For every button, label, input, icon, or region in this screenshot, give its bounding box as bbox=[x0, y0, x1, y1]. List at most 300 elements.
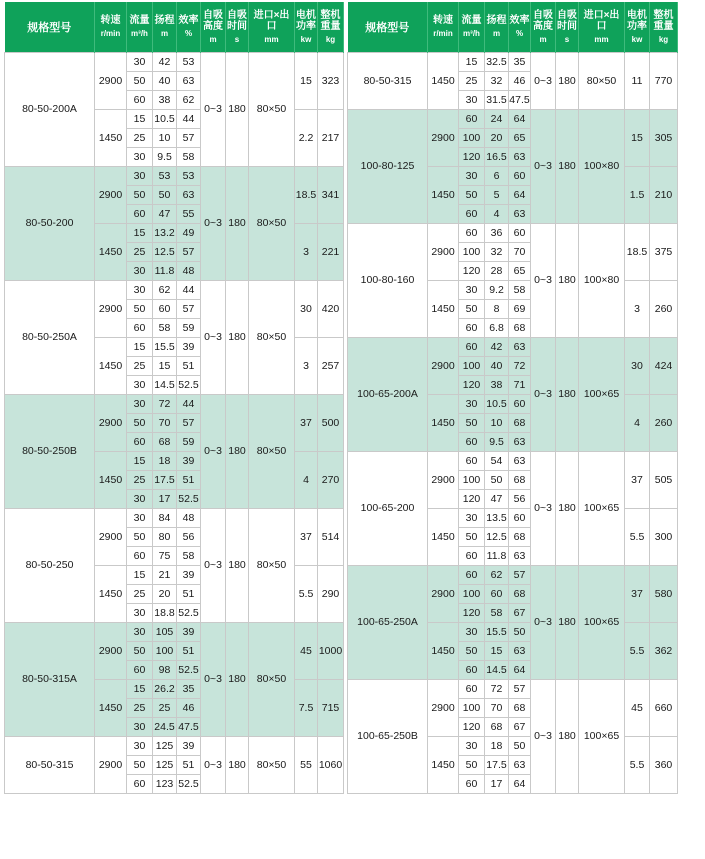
head-cell: 70 bbox=[485, 699, 509, 718]
motor-power-cell: 3 bbox=[295, 224, 318, 281]
head-cell: 42 bbox=[485, 338, 509, 357]
model-cell: 100-65-250B bbox=[348, 680, 428, 794]
flow-cell: 50 bbox=[127, 528, 153, 547]
port-size-cell: 80×50 bbox=[579, 53, 625, 110]
port-size-cell: 100×65 bbox=[579, 680, 625, 794]
model-cell: 100-65-200 bbox=[348, 452, 428, 566]
head-cell: 84 bbox=[153, 509, 177, 528]
efficiency-cell: 58 bbox=[509, 281, 531, 300]
flow-cell: 60 bbox=[459, 661, 485, 680]
model-cell: 80-50-315 bbox=[5, 737, 95, 794]
header-port-size: 进口×出口 mm bbox=[249, 2, 295, 53]
head-cell: 15.5 bbox=[153, 338, 177, 357]
flow-cell: 25 bbox=[127, 129, 153, 148]
motor-power-cell: 18.5 bbox=[625, 224, 650, 281]
weight-cell: 362 bbox=[650, 623, 678, 680]
head-cell: 8 bbox=[485, 300, 509, 319]
efficiency-cell: 63 bbox=[509, 433, 531, 452]
table-row bbox=[5, 53, 344, 72]
motor-power-cell: 55 bbox=[295, 737, 318, 794]
efficiency-cell: 68 bbox=[509, 319, 531, 338]
efficiency-cell: 52.5 bbox=[177, 604, 201, 623]
table-row bbox=[348, 452, 678, 471]
efficiency-cell: 52.5 bbox=[177, 376, 201, 395]
head-cell: 21 bbox=[153, 566, 177, 585]
flow-cell: 60 bbox=[459, 452, 485, 471]
flow-cell: 120 bbox=[459, 262, 485, 281]
head-cell: 47 bbox=[153, 205, 177, 224]
weight-cell: 1000 bbox=[318, 623, 344, 680]
efficiency-cell: 39 bbox=[177, 737, 201, 756]
header-suction-time: 自吸时间 s bbox=[226, 2, 249, 53]
head-cell: 62 bbox=[485, 566, 509, 585]
header-row bbox=[348, 2, 678, 53]
speed-cell: 1450 bbox=[428, 53, 459, 110]
flow-cell: 60 bbox=[459, 319, 485, 338]
suction-height-cell: 0~3 bbox=[201, 509, 226, 623]
flow-cell: 30 bbox=[127, 509, 153, 528]
header-model: 规格型号 bbox=[5, 2, 95, 53]
head-cell: 125 bbox=[153, 737, 177, 756]
head-cell: 6 bbox=[485, 167, 509, 186]
header-motor-power: 电机功率 kw bbox=[295, 2, 318, 53]
header-speed: 转速 r/min bbox=[95, 2, 127, 53]
left-spec-table-panel bbox=[4, 2, 343, 794]
speed-cell: 1450 bbox=[428, 623, 459, 680]
efficiency-cell: 46 bbox=[177, 699, 201, 718]
head-cell: 26.2 bbox=[153, 680, 177, 699]
efficiency-cell: 59 bbox=[177, 319, 201, 338]
suction-time-cell: 180 bbox=[556, 53, 579, 110]
efficiency-cell: 50 bbox=[509, 623, 531, 642]
head-cell: 38 bbox=[153, 91, 177, 110]
speed-cell: 1450 bbox=[428, 281, 459, 338]
model-cell: 100-80-125 bbox=[348, 110, 428, 224]
motor-power-cell: 15 bbox=[295, 53, 318, 110]
efficiency-cell: 47.5 bbox=[509, 91, 531, 110]
head-cell: 6.8 bbox=[485, 319, 509, 338]
flow-cell: 30 bbox=[127, 262, 153, 281]
model-cell: 80-50-250 bbox=[5, 509, 95, 623]
weight-cell: 210 bbox=[650, 167, 678, 224]
motor-power-cell: 4 bbox=[625, 395, 650, 452]
head-cell: 58 bbox=[153, 319, 177, 338]
head-cell: 5 bbox=[485, 186, 509, 205]
port-size-cell: 80×50 bbox=[249, 281, 295, 395]
head-cell: 38 bbox=[485, 376, 509, 395]
head-cell: 15 bbox=[485, 642, 509, 661]
suction-height-cell: 0~3 bbox=[201, 395, 226, 509]
efficiency-cell: 52.5 bbox=[177, 661, 201, 680]
efficiency-cell: 53 bbox=[177, 53, 201, 72]
speed-cell: 2900 bbox=[428, 452, 459, 509]
weight-cell: 257 bbox=[318, 338, 344, 395]
efficiency-cell: 68 bbox=[509, 414, 531, 433]
head-cell: 28 bbox=[485, 262, 509, 281]
header-suction-height: 自吸高度 m bbox=[201, 2, 226, 53]
head-cell: 10 bbox=[485, 414, 509, 433]
head-cell: 12.5 bbox=[153, 243, 177, 262]
head-cell: 62 bbox=[153, 281, 177, 300]
motor-power-cell: 5.5 bbox=[295, 566, 318, 623]
flow-cell: 120 bbox=[459, 718, 485, 737]
flow-cell: 30 bbox=[459, 509, 485, 528]
weight-cell: 715 bbox=[318, 680, 344, 737]
speed-cell: 1450 bbox=[95, 680, 127, 737]
efficiency-cell: 44 bbox=[177, 110, 201, 129]
weight-cell: 505 bbox=[650, 452, 678, 509]
head-cell: 14.5 bbox=[485, 661, 509, 680]
suction-time-cell: 180 bbox=[226, 623, 249, 737]
header-row bbox=[5, 2, 344, 53]
efficiency-cell: 47.5 bbox=[177, 718, 201, 737]
table-row bbox=[5, 167, 344, 186]
flow-cell: 100 bbox=[459, 129, 485, 148]
flow-cell: 30 bbox=[127, 376, 153, 395]
suction-height-cell: 0~3 bbox=[531, 53, 556, 110]
motor-power-cell: 18.5 bbox=[295, 167, 318, 224]
efficiency-cell: 48 bbox=[177, 509, 201, 528]
model-cell: 80-50-250A bbox=[5, 281, 95, 395]
flow-cell: 30 bbox=[127, 718, 153, 737]
port-size-cell: 80×50 bbox=[249, 167, 295, 281]
suction-height-cell: 0~3 bbox=[531, 338, 556, 452]
efficiency-cell: 53 bbox=[177, 167, 201, 186]
flow-cell: 120 bbox=[459, 148, 485, 167]
flow-cell: 60 bbox=[127, 775, 153, 794]
flow-cell: 25 bbox=[459, 72, 485, 91]
head-cell: 72 bbox=[153, 395, 177, 414]
efficiency-cell: 39 bbox=[177, 452, 201, 471]
efficiency-cell: 63 bbox=[509, 148, 531, 167]
efficiency-cell: 56 bbox=[509, 490, 531, 509]
efficiency-cell: 44 bbox=[177, 281, 201, 300]
flow-cell: 30 bbox=[459, 281, 485, 300]
efficiency-cell: 59 bbox=[177, 433, 201, 452]
suction-height-cell: 0~3 bbox=[531, 566, 556, 680]
head-cell: 10 bbox=[153, 129, 177, 148]
weight-cell: 323 bbox=[318, 53, 344, 110]
speed-cell: 1450 bbox=[428, 509, 459, 566]
head-cell: 75 bbox=[153, 547, 177, 566]
efficiency-cell: 64 bbox=[509, 110, 531, 129]
table-row bbox=[5, 281, 344, 300]
efficiency-cell: 57 bbox=[509, 566, 531, 585]
speed-cell: 2900 bbox=[95, 509, 127, 566]
efficiency-cell: 67 bbox=[509, 718, 531, 737]
head-cell: 32.5 bbox=[485, 53, 509, 72]
model-cell: 80-50-200 bbox=[5, 167, 95, 281]
port-size-cell: 100×65 bbox=[579, 566, 625, 680]
flow-cell: 15 bbox=[127, 680, 153, 699]
header-efficiency: 效率 % bbox=[177, 2, 201, 53]
flow-cell: 50 bbox=[459, 642, 485, 661]
spec-table-left bbox=[4, 2, 344, 794]
table-row bbox=[348, 566, 678, 585]
head-cell: 25 bbox=[153, 699, 177, 718]
flow-cell: 50 bbox=[127, 642, 153, 661]
table-row bbox=[348, 680, 678, 699]
model-cell: 80-50-315 bbox=[348, 53, 428, 110]
weight-cell: 300 bbox=[650, 509, 678, 566]
flow-cell: 60 bbox=[459, 680, 485, 699]
suction-height-cell: 0~3 bbox=[531, 452, 556, 566]
header-weight: 整机重量 kg bbox=[318, 2, 344, 53]
weight-cell: 260 bbox=[650, 281, 678, 338]
head-cell: 100 bbox=[153, 642, 177, 661]
weight-cell: 514 bbox=[318, 509, 344, 566]
speed-cell: 1450 bbox=[95, 224, 127, 281]
flow-cell: 50 bbox=[459, 186, 485, 205]
efficiency-cell: 68 bbox=[509, 699, 531, 718]
model-cell: 80-50-250B bbox=[5, 395, 95, 509]
suction-time-cell: 180 bbox=[226, 509, 249, 623]
efficiency-cell: 52.5 bbox=[177, 490, 201, 509]
suction-height-cell: 0~3 bbox=[201, 167, 226, 281]
flow-cell: 60 bbox=[459, 547, 485, 566]
suction-height-cell: 0~3 bbox=[201, 623, 226, 737]
head-cell: 40 bbox=[153, 72, 177, 91]
flow-cell: 30 bbox=[459, 167, 485, 186]
efficiency-cell: 58 bbox=[177, 547, 201, 566]
motor-power-cell: 37 bbox=[625, 566, 650, 623]
speed-cell: 2900 bbox=[95, 53, 127, 110]
model-cell: 80-50-315A bbox=[5, 623, 95, 737]
flow-cell: 25 bbox=[127, 357, 153, 376]
flow-cell: 30 bbox=[127, 167, 153, 186]
efficiency-cell: 68 bbox=[509, 585, 531, 604]
weight-cell: 217 bbox=[318, 110, 344, 167]
weight-cell: 260 bbox=[650, 395, 678, 452]
efficiency-cell: 71 bbox=[509, 376, 531, 395]
efficiency-cell: 35 bbox=[177, 680, 201, 699]
head-cell: 17 bbox=[485, 775, 509, 794]
suction-time-cell: 180 bbox=[556, 452, 579, 566]
head-cell: 40 bbox=[485, 357, 509, 376]
head-cell: 24 bbox=[485, 110, 509, 129]
flow-cell: 15 bbox=[127, 566, 153, 585]
efficiency-cell: 63 bbox=[509, 205, 531, 224]
efficiency-cell: 44 bbox=[177, 395, 201, 414]
header-flow: 流量 m³/h bbox=[459, 2, 485, 53]
flow-cell: 30 bbox=[127, 148, 153, 167]
efficiency-cell: 52.5 bbox=[177, 775, 201, 794]
motor-power-cell: 4 bbox=[295, 452, 318, 509]
flow-cell: 50 bbox=[459, 756, 485, 775]
flow-cell: 30 bbox=[127, 395, 153, 414]
motor-power-cell: 11 bbox=[625, 53, 650, 110]
efficiency-cell: 63 bbox=[509, 547, 531, 566]
speed-cell: 2900 bbox=[428, 110, 459, 167]
efficiency-cell: 68 bbox=[509, 528, 531, 547]
table-row bbox=[348, 338, 678, 357]
table-row bbox=[5, 395, 344, 414]
efficiency-cell: 63 bbox=[509, 452, 531, 471]
speed-cell: 2900 bbox=[95, 737, 127, 794]
port-size-cell: 80×50 bbox=[249, 395, 295, 509]
speed-cell: 2900 bbox=[428, 224, 459, 281]
port-size-cell: 100×80 bbox=[579, 110, 625, 224]
head-cell: 13.2 bbox=[153, 224, 177, 243]
speed-cell: 2900 bbox=[95, 281, 127, 338]
suction-time-cell: 180 bbox=[226, 167, 249, 281]
efficiency-cell: 50 bbox=[509, 737, 531, 756]
head-cell: 4 bbox=[485, 205, 509, 224]
model-cell: 100-65-200A bbox=[348, 338, 428, 452]
flow-cell: 100 bbox=[459, 585, 485, 604]
speed-cell: 2900 bbox=[95, 623, 127, 680]
flow-cell: 100 bbox=[459, 243, 485, 262]
flow-cell: 120 bbox=[459, 490, 485, 509]
head-cell: 9.5 bbox=[153, 148, 177, 167]
efficiency-cell: 63 bbox=[509, 756, 531, 775]
flow-cell: 25 bbox=[127, 585, 153, 604]
head-cell: 9.5 bbox=[485, 433, 509, 452]
table-row bbox=[5, 623, 344, 642]
speed-cell: 2900 bbox=[428, 680, 459, 737]
flow-cell: 60 bbox=[127, 91, 153, 110]
flow-cell: 60 bbox=[459, 566, 485, 585]
efficiency-cell: 48 bbox=[177, 262, 201, 281]
flow-cell: 15 bbox=[459, 53, 485, 72]
head-cell: 18 bbox=[153, 452, 177, 471]
head-cell: 32 bbox=[485, 72, 509, 91]
efficiency-cell: 69 bbox=[509, 300, 531, 319]
header-suction-height: 自吸高度 m bbox=[531, 2, 556, 53]
flow-cell: 30 bbox=[127, 490, 153, 509]
weight-cell: 290 bbox=[318, 566, 344, 623]
motor-power-cell: 5.5 bbox=[625, 737, 650, 794]
head-cell: 98 bbox=[153, 661, 177, 680]
suction-time-cell: 180 bbox=[226, 737, 249, 794]
weight-cell: 580 bbox=[650, 566, 678, 623]
suction-time-cell: 180 bbox=[226, 53, 249, 167]
flow-cell: 25 bbox=[127, 471, 153, 490]
head-cell: 15.5 bbox=[485, 623, 509, 642]
flow-cell: 15 bbox=[127, 338, 153, 357]
head-cell: 53 bbox=[153, 167, 177, 186]
head-cell: 80 bbox=[153, 528, 177, 547]
head-cell: 18 bbox=[485, 737, 509, 756]
flow-cell: 120 bbox=[459, 604, 485, 623]
efficiency-cell: 46 bbox=[509, 72, 531, 91]
efficiency-cell: 39 bbox=[177, 338, 201, 357]
speed-cell: 1450 bbox=[95, 452, 127, 509]
port-size-cell: 100×80 bbox=[579, 224, 625, 338]
efficiency-cell: 57 bbox=[177, 414, 201, 433]
weight-cell: 660 bbox=[650, 680, 678, 737]
suction-height-cell: 0~3 bbox=[531, 110, 556, 224]
flow-cell: 60 bbox=[459, 205, 485, 224]
suction-height-cell: 0~3 bbox=[531, 680, 556, 794]
head-cell: 60 bbox=[485, 585, 509, 604]
weight-cell: 221 bbox=[318, 224, 344, 281]
header-flow: 流量 m³/h bbox=[127, 2, 153, 53]
flow-cell: 60 bbox=[459, 433, 485, 452]
motor-power-cell: 2.2 bbox=[295, 110, 318, 167]
flow-cell: 50 bbox=[127, 72, 153, 91]
head-cell: 125 bbox=[153, 756, 177, 775]
header-head: 扬程 m bbox=[485, 2, 509, 53]
table-row bbox=[348, 110, 678, 129]
speed-cell: 2900 bbox=[95, 395, 127, 452]
weight-cell: 341 bbox=[318, 167, 344, 224]
flow-cell: 60 bbox=[459, 110, 485, 129]
head-cell: 58 bbox=[485, 604, 509, 623]
efficiency-cell: 39 bbox=[177, 623, 201, 642]
head-cell: 31.5 bbox=[485, 91, 509, 110]
header-suction-time: 自吸时间 s bbox=[556, 2, 579, 53]
efficiency-cell: 51 bbox=[177, 756, 201, 775]
suction-height-cell: 0~3 bbox=[201, 737, 226, 794]
flow-cell: 50 bbox=[127, 756, 153, 775]
efficiency-cell: 72 bbox=[509, 357, 531, 376]
efficiency-cell: 57 bbox=[177, 129, 201, 148]
efficiency-cell: 63 bbox=[509, 642, 531, 661]
flow-cell: 120 bbox=[459, 376, 485, 395]
model-cell: 80-50-200A bbox=[5, 53, 95, 167]
flow-cell: 60 bbox=[459, 224, 485, 243]
head-cell: 15 bbox=[153, 357, 177, 376]
speed-cell: 1450 bbox=[95, 110, 127, 167]
head-cell: 10.5 bbox=[485, 395, 509, 414]
weight-cell: 500 bbox=[318, 395, 344, 452]
head-cell: 14.5 bbox=[153, 376, 177, 395]
suction-height-cell: 0~3 bbox=[531, 224, 556, 338]
head-cell: 11.8 bbox=[153, 262, 177, 281]
efficiency-cell: 64 bbox=[509, 775, 531, 794]
head-cell: 70 bbox=[153, 414, 177, 433]
head-cell: 47 bbox=[485, 490, 509, 509]
spec-table-right bbox=[347, 2, 678, 794]
weight-cell: 270 bbox=[318, 452, 344, 509]
efficiency-cell: 63 bbox=[177, 186, 201, 205]
efficiency-cell: 63 bbox=[177, 72, 201, 91]
efficiency-cell: 62 bbox=[177, 91, 201, 110]
motor-power-cell: 15 bbox=[625, 110, 650, 167]
weight-cell: 375 bbox=[650, 224, 678, 281]
flow-cell: 60 bbox=[127, 433, 153, 452]
flow-cell: 30 bbox=[459, 395, 485, 414]
head-cell: 50 bbox=[485, 471, 509, 490]
head-cell: 123 bbox=[153, 775, 177, 794]
weight-cell: 770 bbox=[650, 53, 678, 110]
head-cell: 54 bbox=[485, 452, 509, 471]
flow-cell: 50 bbox=[459, 414, 485, 433]
weight-cell: 360 bbox=[650, 737, 678, 794]
flow-cell: 25 bbox=[127, 699, 153, 718]
head-cell: 17 bbox=[153, 490, 177, 509]
motor-power-cell: 37 bbox=[295, 509, 318, 566]
weight-cell: 424 bbox=[650, 338, 678, 395]
suction-time-cell: 180 bbox=[226, 281, 249, 395]
port-size-cell: 100×65 bbox=[579, 452, 625, 566]
flow-cell: 30 bbox=[459, 623, 485, 642]
motor-power-cell: 3 bbox=[295, 338, 318, 395]
flow-cell: 15 bbox=[127, 110, 153, 129]
flow-cell: 30 bbox=[459, 737, 485, 756]
flow-cell: 50 bbox=[127, 186, 153, 205]
motor-power-cell: 37 bbox=[625, 452, 650, 509]
speed-cell: 1450 bbox=[428, 395, 459, 452]
head-cell: 17.5 bbox=[153, 471, 177, 490]
port-size-cell: 80×50 bbox=[249, 53, 295, 167]
flow-cell: 50 bbox=[459, 528, 485, 547]
efficiency-cell: 64 bbox=[509, 661, 531, 680]
efficiency-cell: 63 bbox=[509, 338, 531, 357]
speed-cell: 1450 bbox=[428, 737, 459, 794]
flow-cell: 60 bbox=[459, 775, 485, 794]
